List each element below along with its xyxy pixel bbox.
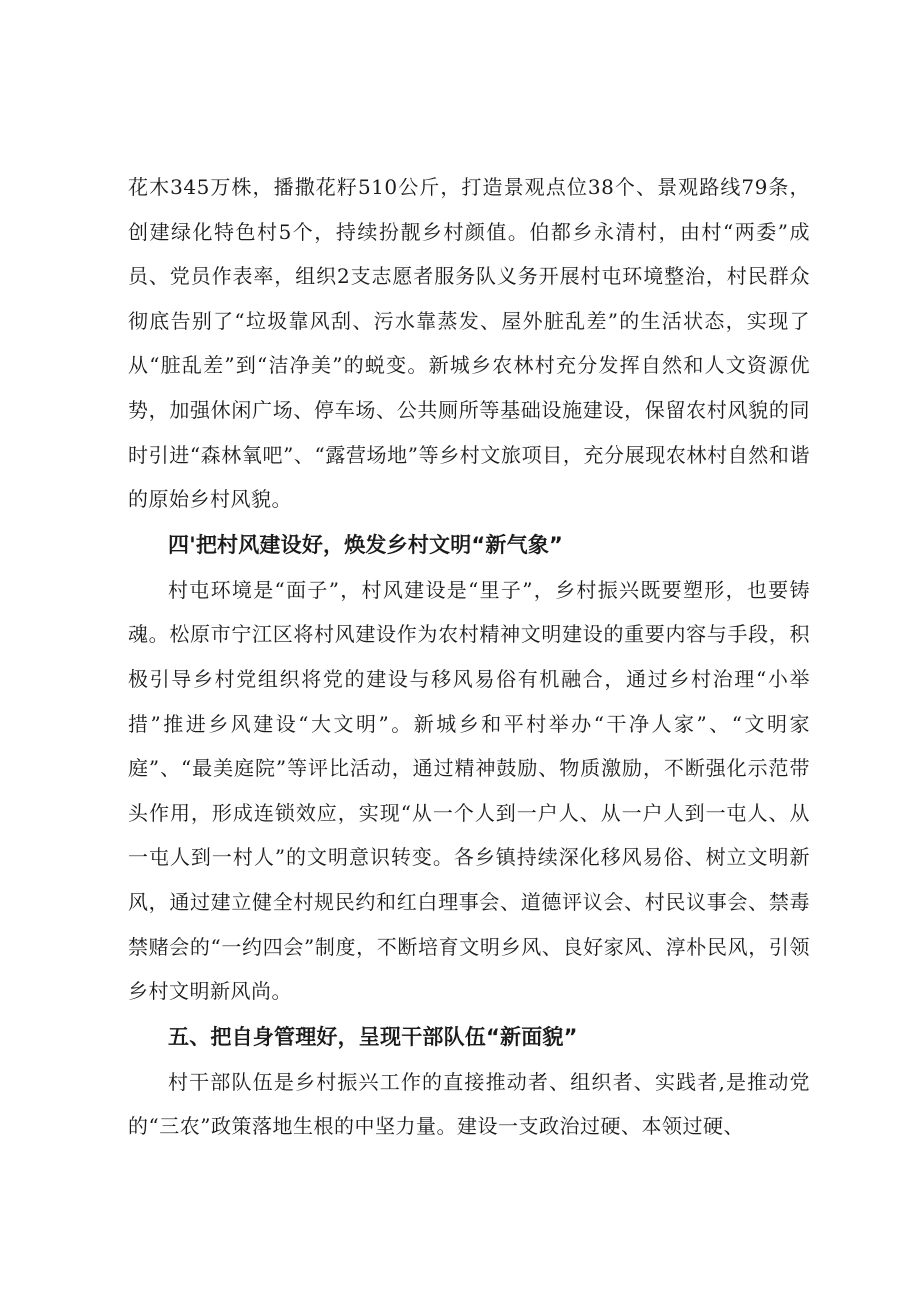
section-heading-self-management: 五、把自身管理好，呈现干部队伍“新面貌”: [168, 1024, 578, 1049]
section-heading-village-customs: 四'把村风建设好，焕发乡村文明“新气象”: [168, 532, 564, 557]
paragraph-cadre-team: 村干部队伍是乡村振兴工作的直接推动者、组织者、实践者,是推动党的“三农”政策落地生根的中坚力量。建设一支政治过硬、本领过硬、: [128, 1069, 810, 1139]
paragraph-village-customs: 村屯环境是“面子”，村风建设是“里子”，乡村振兴既要塑形，也要铸魂。松原市宁江区将村风建设作为农村精神文明建设的重要内容与手段，积极引导乡村党组织将党的建设与移风易俗有机融合，通过乡村治理“小举措”推进乡风建设“大文明”。新城乡和平村举办“干净人家”、“文明家庭”、“最美庭院”等评比活动，通过精神鼓励、物质激励，不断强化示范带头作用，形成连锁效应，实现“从一个人到一户人、从一户人到一屯人、从一屯人到一村人”的文明意识转变。各乡镇持续深化移风易俗、树立文明新风，通过建立健全村规民约和红白理事会、道德评议会、村民议事会、禁毒禁赌会的“一约四会”制度，不断培育文明乡风、良好家风、淳朴民风，引领乡村文明新风尚。: [128, 577, 810, 1004]
document-body: [128, 165, 810, 1149]
paragraph-greening-results: 花木345万株，播撒花籽510公斤，打造景观点位38个、景观路线79条，创建绿化特色村5个，持续扮靓乡村颜值。伯都乡永清村，由村“两委”成员、党员作表率，组织2支志愿者服务队义务开展村屯环境整治，村民群众彻底告别了“垃圾靠风刮、污水靠蒸发、屋外脏乱差”的生活状态，实现了从“脏乱差”到“洁净美”的蜕变。新城乡农林村充分发挥自然和人文资源优势，加强休闲广场、停车场、公共厕所等基础设施建设，保留农村风貌的同时引进“森林氧吧”、“露营场地”等乡村文旅项目，充分展现农林村自然和谐的原始乡村风貌。: [128, 175, 810, 512]
